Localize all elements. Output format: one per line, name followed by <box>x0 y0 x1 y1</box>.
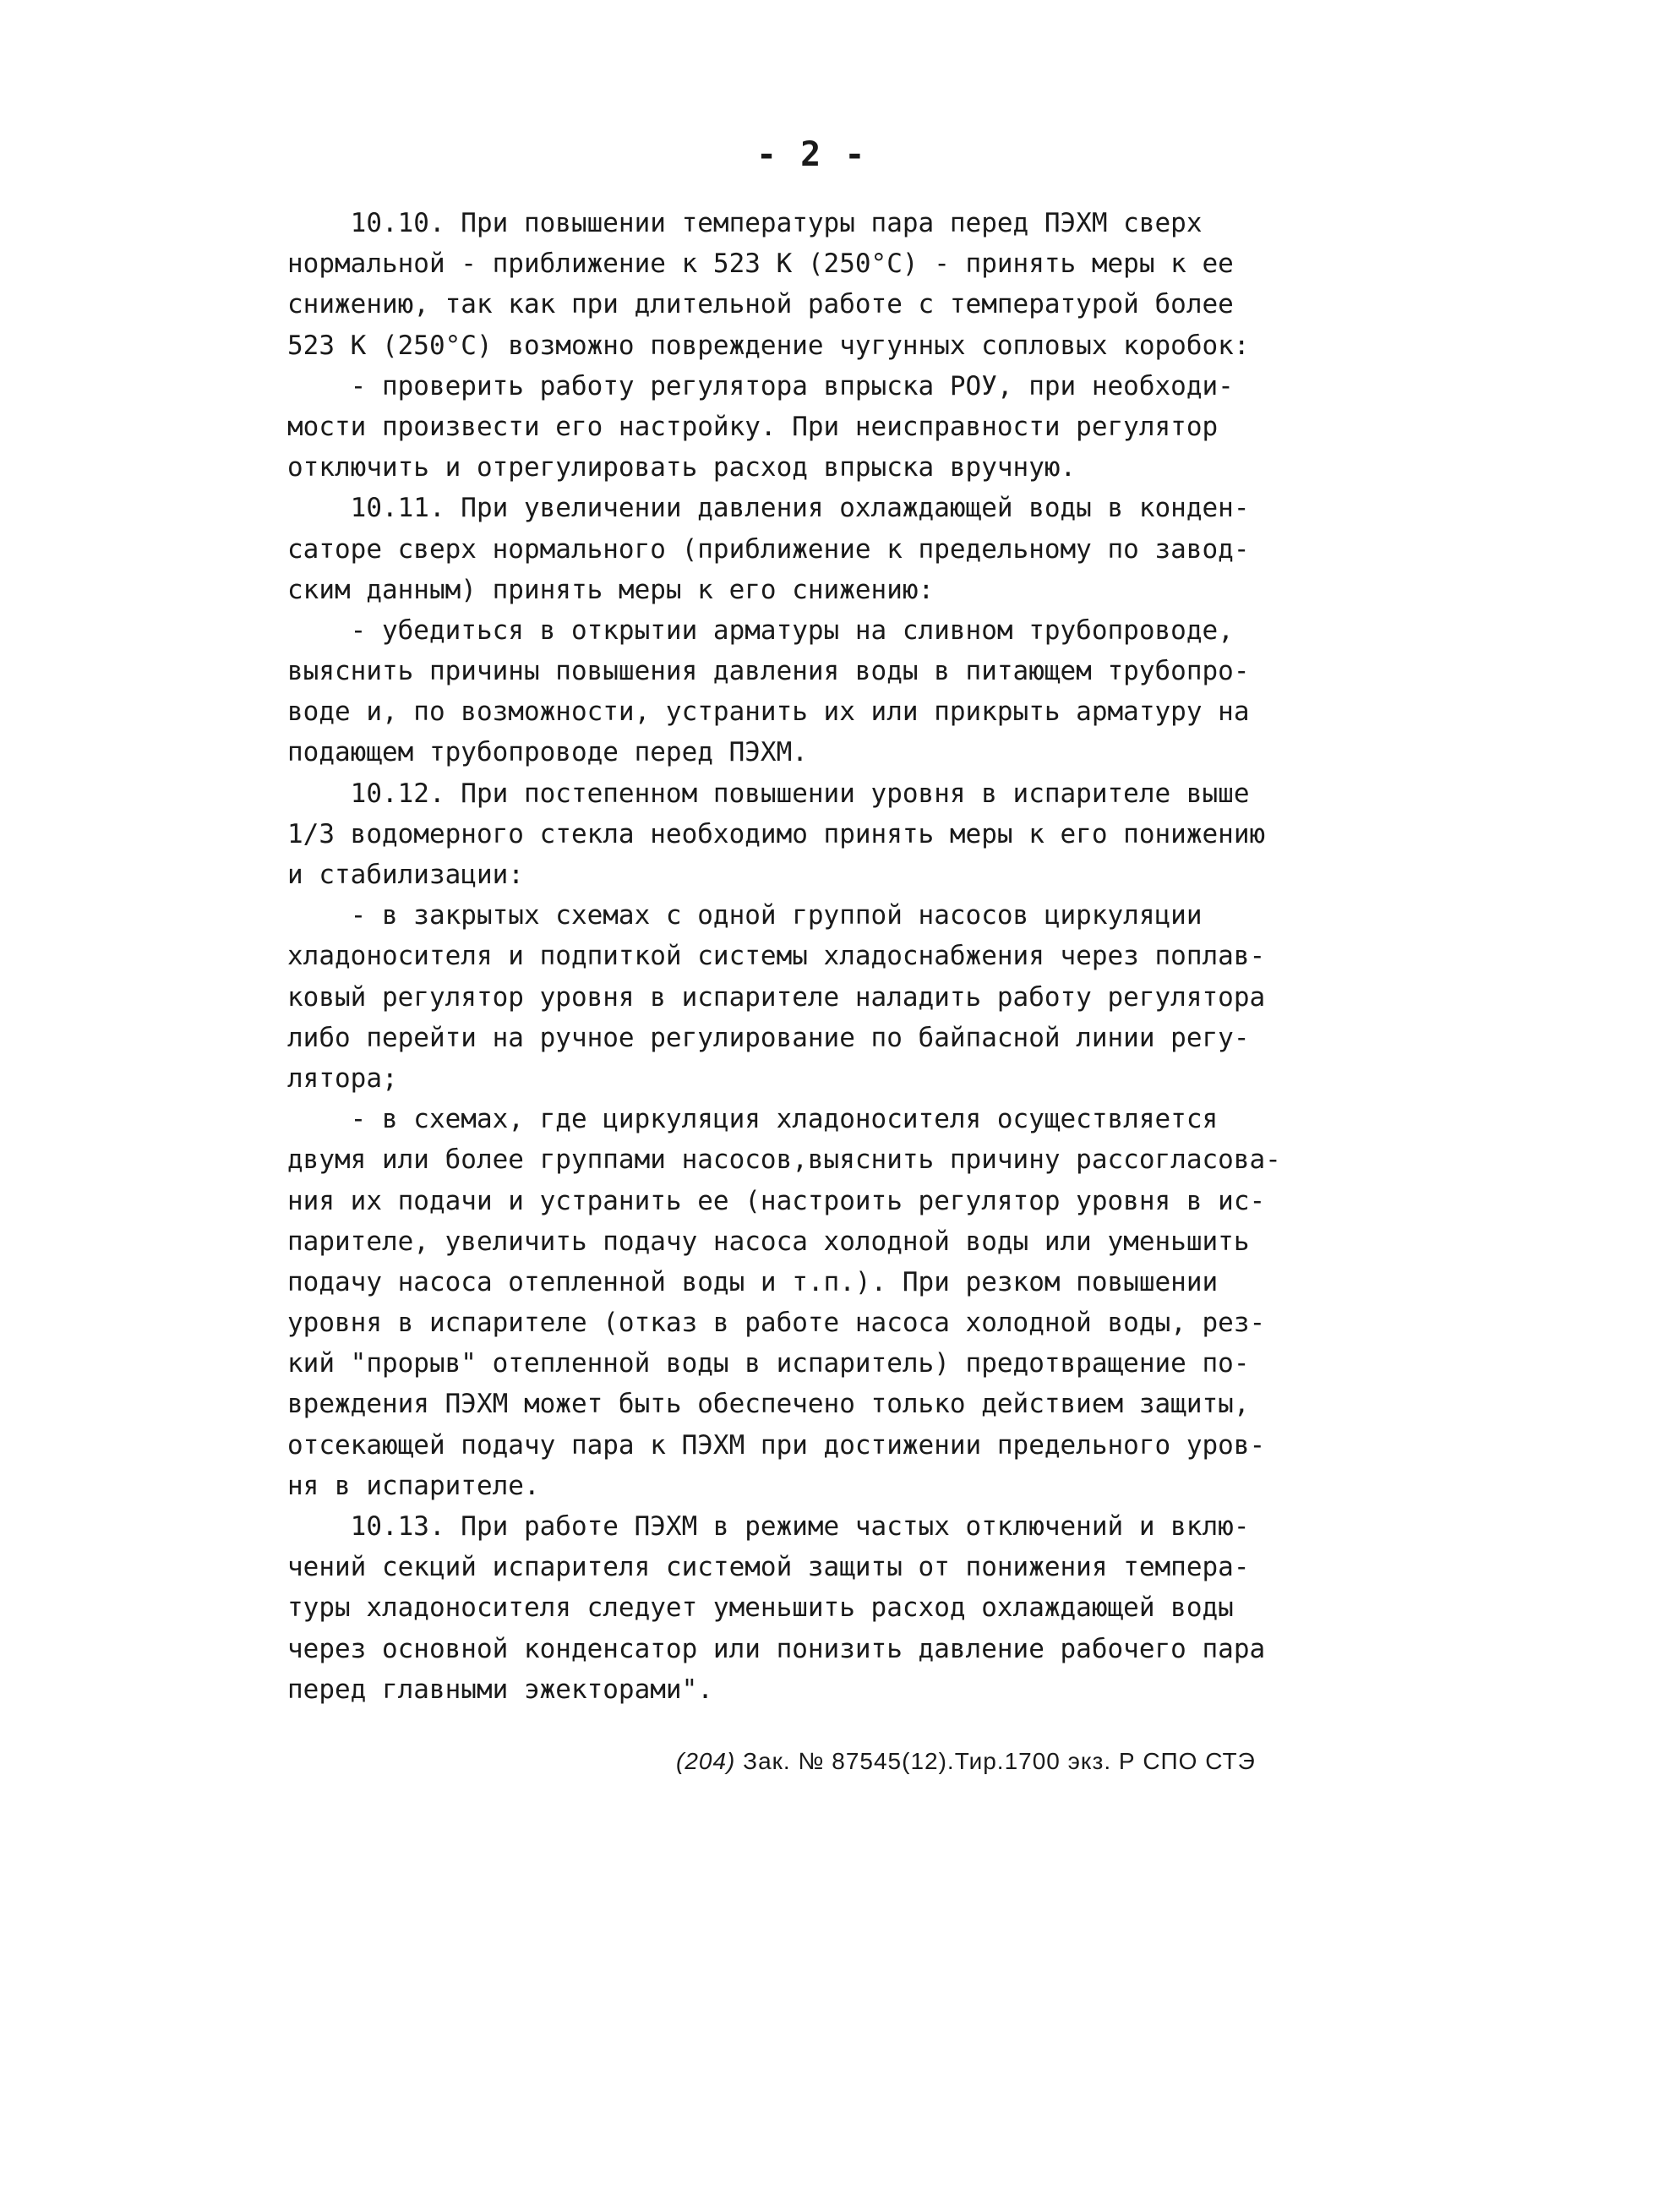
text-line: подающем трубопроводе перед ПЭХМ. <box>287 737 808 768</box>
text-line: перед главными эжекторами". <box>287 1674 713 1705</box>
text-line: парителе, увеличить подачу насоса холодной воды или уменьшить <box>287 1226 1250 1257</box>
text-line: - в закрытых схемах с одной группой насосов циркуляции <box>287 900 1203 931</box>
text-line: ковый регулятор уровня в испарителе наладить работу регулятора <box>287 981 1266 1013</box>
text-line: либо перейти на ручное регулирование по байпасной линии регу- <box>287 1022 1250 1053</box>
text-line: туры хладоносителя следует уменьшить расход охлаждающей воды <box>287 1592 1234 1624</box>
text-line: нормальной - приближение к 523 К (250°С) - принять меры к ее <box>287 249 1234 280</box>
text-line: отключить и отрегулировать расход впрыска вручную. <box>287 452 1077 483</box>
text-line: отсекающей подачу пара к ПЭХМ при достижении предельного уров- <box>287 1429 1266 1461</box>
text-line: подачу насоса отепленной воды и т.п.). При резком повышении <box>287 1266 1219 1297</box>
text-line: 10.10. При повышении температуры пара перед ПЭХМ сверх <box>287 208 1203 238</box>
page-number: - 2 - <box>756 135 867 174</box>
text-line: 1/3 водомерного стекла необходимо принять меры к его понижению <box>287 818 1266 849</box>
text-line: кий "прорыв" отепленной воды в испаритель) предотвращение по- <box>287 1348 1250 1379</box>
text-line: ня в испарителе. <box>287 1470 540 1501</box>
text-line: и стабилизации: <box>287 860 524 890</box>
text-line: лятора; <box>287 1062 398 1094</box>
text-line: 10.13. При работе ПЭХМ в режиме частых отключений и вклю- <box>287 1511 1250 1542</box>
print-info: Зак. № 87545(12).Тир.1700 экз. Р СПО СТЭ <box>743 1748 1256 1774</box>
text-line: вреждения ПЭХМ может быть обеспечено только действием защиты, <box>287 1389 1250 1420</box>
print-footer <box>676 1748 1256 1775</box>
text-line: - убедиться в открытии арматуры на сливном трубопроводе, <box>287 614 1234 646</box>
text-line: саторе сверх нормального (приближение к предельному по завод- <box>287 533 1250 565</box>
print-code: (204) <box>676 1748 736 1774</box>
text-line: мости произвести его настройку. При неисправности регулятор <box>287 411 1219 442</box>
text-line: уровня в испарителе (отказ в работе насоса холодной воды, рез- <box>287 1308 1266 1339</box>
text-line: ния их подачи и устранить ее (настроить регулятор уровня в ис- <box>287 1185 1266 1216</box>
text-line: - проверить работу регулятора впрыска РОУ, при необходи- <box>287 370 1234 401</box>
text-line: выяснить причины повышения давления воды в питающем трубопро- <box>287 656 1250 687</box>
text-line: 10.11. При увеличении давления охлаждающей воды в конден- <box>287 493 1250 524</box>
document-body <box>287 203 1420 1710</box>
text-line: ским данным) принять меры к его снижению: <box>287 574 935 605</box>
text-line: - в схемах, где циркуляция хладоносителя осуществляется <box>287 1104 1219 1135</box>
text-line: 523 К (250°С) возможно повреждение чугунных сопловых коробок: <box>287 330 1250 361</box>
text-line: чений секций испарителя системой защиты от понижения темпера- <box>287 1552 1250 1583</box>
text-line: 10.12. При постепенном повышении уровня в испарителе выше <box>287 778 1250 809</box>
text-line: хладоносителя и подпиткой системы хладоснабжения через поплав- <box>287 941 1266 972</box>
text-line: двумя или более группами насосов,выяснить причину рассогласова- <box>287 1144 1281 1176</box>
text-line: снижению, так как при длительной работе с температурой более <box>287 289 1234 320</box>
text-line: воде и, по возможности, устранить их или прикрыть арматуру на <box>287 696 1250 728</box>
text-line: через основной конденсатор или понизить давление рабочего пара <box>287 1633 1266 1664</box>
